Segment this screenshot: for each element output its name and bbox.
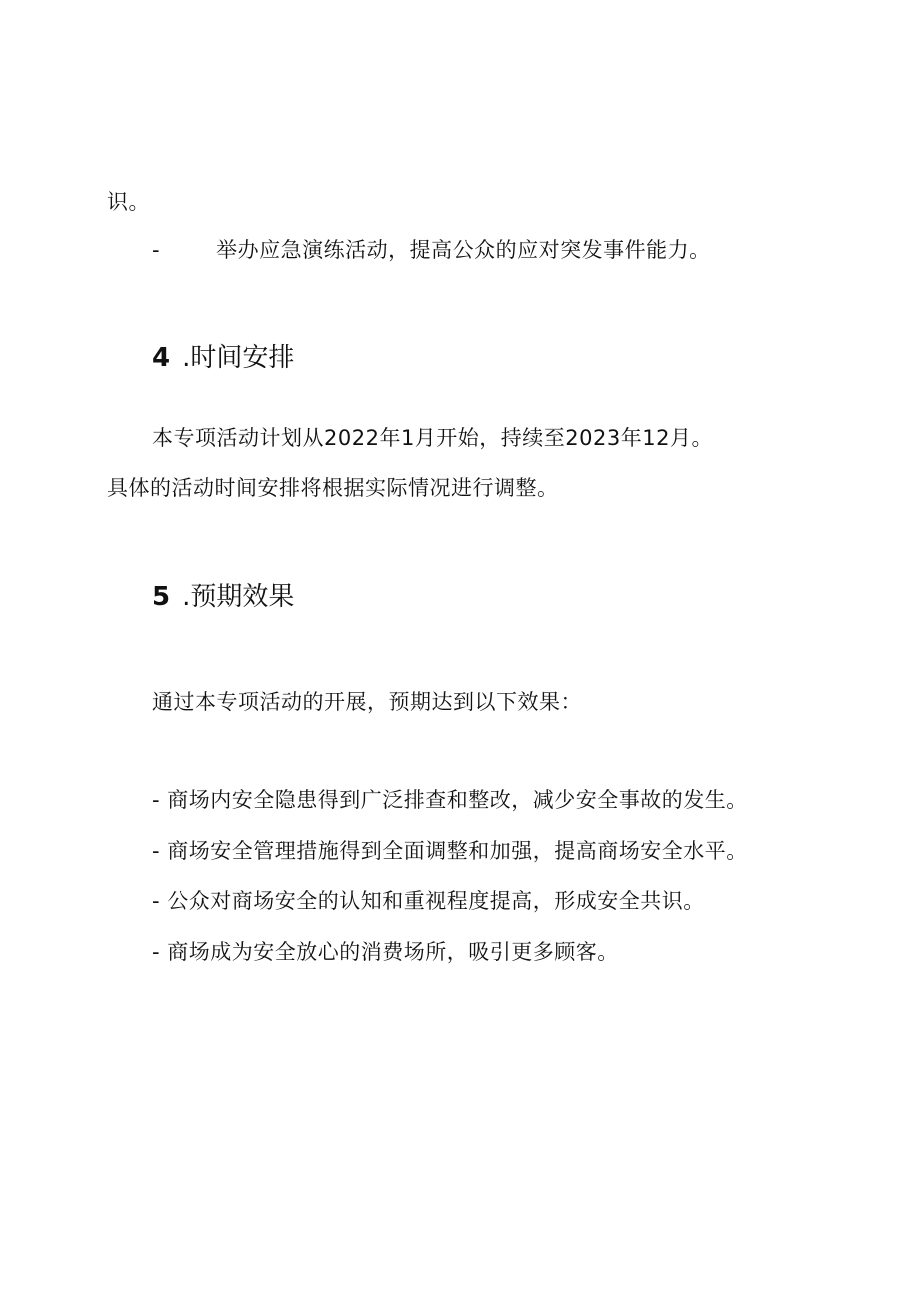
- list-item: [152, 938, 619, 966]
- list-item-text: 商场成为安全放心的消费场所，吸引更多顾客。: [167, 940, 619, 964]
- list-item: [152, 837, 748, 865]
- list-bullet: -: [152, 788, 161, 812]
- list-item: [152, 887, 705, 915]
- list-item: [152, 786, 748, 814]
- list-bullet: -: [152, 940, 161, 964]
- paragraph-line: 具体的活动时间安排将根据实际情况进行调整。: [107, 476, 559, 500]
- list-bullet: -: [152, 839, 161, 863]
- section-heading-5: [152, 580, 294, 614]
- list-item-text: 公众对商场安全的认知和重视程度提高，形成安全共识。: [167, 889, 705, 913]
- paragraph-line: 本专项活动计划从2022年1月开始，持续至2023年12月。: [152, 426, 713, 450]
- list-item-text: 举办应急演练活动，提高公众的应对突发事件能力。: [216, 238, 711, 262]
- section-title: .时间安排: [182, 343, 295, 373]
- list-item-text: 商场安全管理措施得到全面调整和加强，提高商场安全水平。: [167, 839, 748, 863]
- list-bullet: -: [152, 889, 161, 913]
- paragraph-intro: 通过本专项活动的开展，预期达到以下效果：: [152, 690, 582, 714]
- list-item-text: 商场内安全隐患得到广泛排查和整改，减少安全事故的发生。: [167, 788, 748, 812]
- list-item-drill: [152, 236, 711, 264]
- section-number: 4: [152, 343, 171, 373]
- continuation-text: 识。: [107, 190, 150, 214]
- list-bullet: -: [152, 238, 161, 262]
- section-number: 5: [152, 582, 171, 612]
- section-heading-4: [152, 341, 294, 375]
- section-title: .预期效果: [182, 582, 295, 612]
